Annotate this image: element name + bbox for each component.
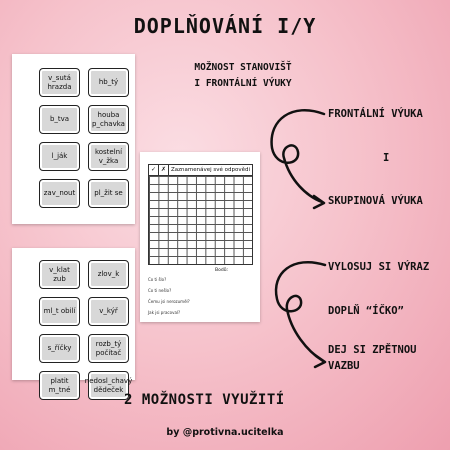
word-card: rozb_tý počítač (88, 334, 129, 363)
word-card: b_tva (39, 105, 80, 134)
reflection-lines (148, 274, 190, 318)
word-card: s_říčky (39, 334, 80, 363)
card-sheet-1 (12, 54, 135, 224)
word-card: hb_tý (88, 68, 129, 97)
feedback-line-1: DEJ SI ZPĚTNOU (328, 344, 417, 356)
page-title: DOPLŇOVÁNÍ I/Y (133, 14, 317, 38)
word-card: platit m_tné (39, 371, 80, 400)
subtitle-line-1: MOŽNOST STANOVIŠŤ (194, 62, 292, 73)
word-card: pl_žit se (88, 179, 129, 208)
word-card: zlov_k (88, 260, 129, 289)
answer-sheet-title: Zaznamenávej své odpovědi (170, 167, 251, 173)
fill-step-label: DOPLŇ “ÍČKO” (328, 305, 404, 317)
answer-grid (148, 175, 253, 265)
reflection-line: Co ti šlo? (148, 277, 167, 282)
usage-options-label: 2 MOŽNOSTI VYUŽITÍ (124, 392, 285, 408)
word-card: nedosl_chavý dědeček (88, 371, 129, 400)
word-card: l_ják (39, 142, 80, 171)
reflection-line: Jak jsi pracoval? (148, 310, 181, 315)
reflection-line: Co ti nešlo? (148, 288, 172, 293)
or-label: I (383, 152, 390, 164)
subtitle-line-2: I FRONTÁLNÍ VÝUKY (194, 78, 292, 89)
word-card: kostelní v_žka (88, 142, 129, 171)
card-grid-1 (39, 68, 129, 208)
word-card: ml_t obilí (39, 297, 80, 326)
reflection-line: Čemu jsi nerozuměl? (148, 299, 190, 304)
card-sheet-2 (12, 248, 135, 394)
word-card: zav_nout (39, 179, 80, 208)
loop-arrow-icon (265, 255, 335, 370)
feedback-step-label (328, 342, 417, 374)
page-subtitle (158, 60, 328, 92)
word-card: v_kýř (88, 297, 129, 326)
group-label: SKUPINOVÁ VÝUKA (328, 195, 423, 207)
feedback-line-2: VAZBU (328, 360, 360, 372)
cross-icon: ✗ (159, 165, 169, 175)
frontal-label: FRONTÁLNÍ VÝUKA (328, 108, 423, 120)
word-card: houba p_chavka (88, 105, 129, 134)
points-label: Bodů: (215, 268, 229, 273)
author-handle: by @protivna.ucitelka (166, 427, 284, 438)
answer-sheet (140, 152, 260, 322)
card-grid-2 (39, 260, 133, 400)
word-card: v_sutá hrazda (39, 68, 80, 97)
loop-arrow-icon (262, 100, 332, 210)
check-icon: ✓ (149, 165, 159, 175)
draw-step-label: VYLOSUJ SI VÝRAZ (328, 261, 430, 273)
word-card: v_klat zub (39, 260, 80, 289)
